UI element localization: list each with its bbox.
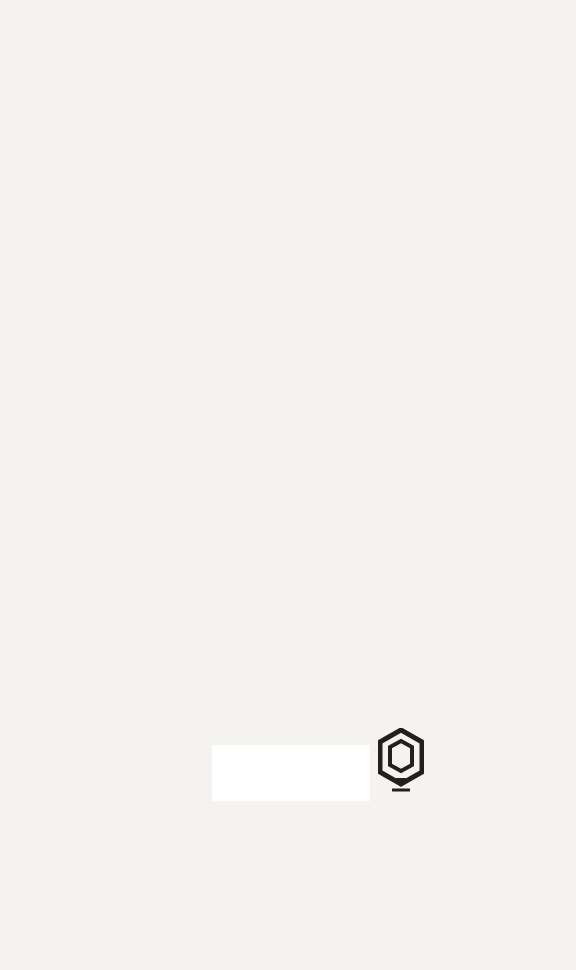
blue-mandala-ornament-icon bbox=[140, 812, 350, 932]
warm-mandala-ornament-icon bbox=[0, 0, 310, 230]
isbn-barcode bbox=[212, 745, 370, 801]
publisher-emblem-icon bbox=[378, 728, 424, 796]
